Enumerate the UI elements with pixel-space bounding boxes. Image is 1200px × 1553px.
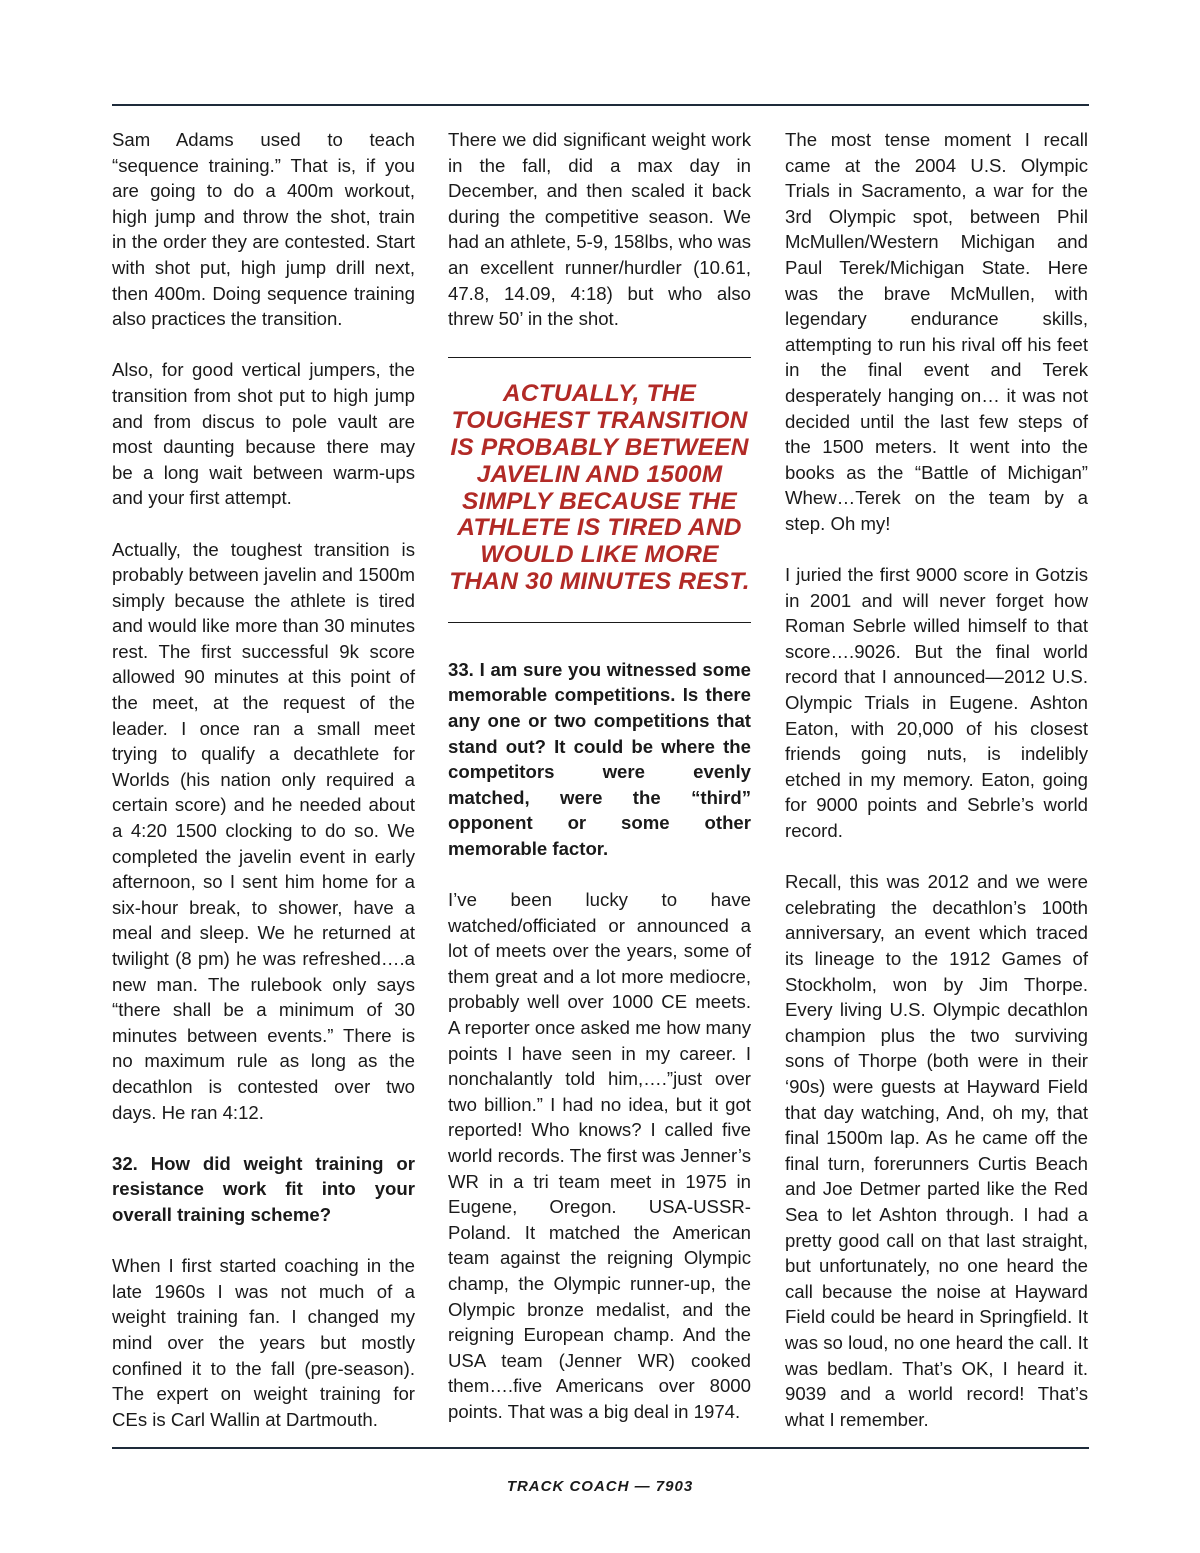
col3-paragraph-2: I juried the first 9000 score in Gotzis in 2001 and will never forget how Roman Sebrle willed himself to that score….9026. But the final world record that I announced—2012 U.S. Olympic Trials in Eugene. Ashton Eaton, with 20,000 of his closest friends going nuts, is indelibly etched in my memory. Eaton, going for 9000 points and Sebrle’s world record. [785, 564, 1088, 842]
column-1 [112, 127, 415, 1458]
page-footer: TRACK COACH — 7903 [506, 1478, 694, 1495]
col2-paragraph-1: There we did significant weight work in the fall, did a max day in December, and then scaled it back during the competitive season. We had an athlete, 5-9, 158lbs, who was an excellent runner/hurdler (10.61, 47.8, 14.09, 4:18) but who also threw 50’ in the shot. [448, 129, 751, 330]
col3-paragraph-1: The most tense moment I recall came at the 2004 U.S. Olympic Trials in Sacramento, a war for the 3rd Olympic spot, between Phil McMullen/Western Michigan and Paul Terek/Michigan State. Here was the brave McMullen, with legendary endurance skills, attempting to run his rival off his feet in the final event and Terek desperately hanging on… it was not decided until the last few steps of the 1500 meters. It went into the books as the “Battle of Michigan” Whew…Terek on the team by a step. Oh my! [785, 129, 1088, 534]
top-rule [112, 104, 1089, 106]
question-32: 32. How did weight training or resistance work fit into your overall training scheme? [112, 1152, 415, 1225]
col2-paragraph-2: I’ve been lucky to have watched/officiated or announced a lot of meets over the years, some of them great and a lot more mediocre, probably well over 1000 CE meets. A reporter once asked me how many points I have seen in my career. I nonchalantly told him,….”just over two billion.” I had no idea, but it got reported! Who knows? I called five world records. The first was Jenner’s WR in a tri team meet in 1975 in Eugene, Oregon. USA-USSR-Poland. It matched the American team against the reigning Olympic champ, the Olympic runner-up, the Olympic bronze medalist, and the reigning European champ. And the USA team (Jenner WR) cooked them….five Americans over 8000 points. That was a big deal in 1974. [448, 889, 751, 1422]
column-3 [785, 127, 1088, 1458]
question-33: 33. I am sure you witnessed some memorable competitions. Is there any one or two competitions that stand out? It could be where the competitors were evenly matched, were the “third” opponent or some other memorable factor. [448, 658, 751, 859]
col1-paragraph-2: Also, for good vertical jumpers, the transition from shot put to high jump and from discus to pole vault are most daunting because there may be a long wait between warm-ups and your first attempt. [112, 359, 415, 509]
pullquote: ACTUALLY, THE TOUGHEST TRANSITION IS PROBABLY BETWEEN JAVELIN AND 1500M SIMPLY BECAUSE THE ATHLETE IS TIRED AND WOULD LIKE MORE THAN 30 MINUTES REST. [449, 380, 750, 595]
col1-paragraph-3: Actually, the toughest transition is probably between javelin and 1500m simply because the athlete is tired and would like more than 30 minutes rest. The first successful 9k score allowed 90 minutes at this point of the meet, at the request of the leader. I once ran a small meet trying to qualify a decathlete for Worlds (his nation only required a certain score) and he needed about a 4:20 1500 clocking to do so. We completed the javelin event in early afternoon, so I sent him home for a six-hour break, to shower, have a meal and sleep. We he returned at twilight (8 pm) he was refreshed….a new man. The rulebook only says “there shall be a minimum of 30 minutes between events.” There is no maximum rule as long as the decathlon is contested over two days. He ran 4:12. [112, 538, 415, 1123]
col1-paragraph-4: When I first started coaching in the late 1960s I was not much of a weight training fan. I changed my mind over the years but mostly confined it to the fall (pre-season). The expert on weight training for CEs is Carl Wallin at Dartmouth. [112, 1255, 415, 1430]
bottom-rule [112, 1447, 1089, 1449]
col1-paragraph-1: Sam Adams used to teach “sequence training.” That is, if you are going to do a 400m workout, high jump and throw the shot, train in the order they are contested. Start with shot put, high jump drill next, then 400m. Doing sequence training also practices the transition. [112, 129, 415, 330]
pullquote-bottom-rule [448, 622, 751, 623]
pullquote-top-rule [448, 357, 751, 358]
col3-paragraph-3: Recall, this was 2012 and we were celebrating the decathlon’s 100th anniversary, an event which traced its lineage to the 1912 Games of Stockholm, won by Jim Thorpe. Every living U.S. Olympic decathlon champion plus the two surviving sons of Thorpe (both were in their ‘90s) were guests at Hayward Field that day watching, And, oh my, that final 1500m lap. As he came off the final turn, forerunners Curtis Beach and Joe Detmer parted like the Red Sea to let Ashton through. I had a pretty good call on that last straight, but unfortunately, no one heard the call because the noise at Hayward Field could be heard in Springfield. It was so loud, no one heard the call. It was bedlam. That’s OK, I heard it. 9039 and a world record! That’s what I remember. [785, 871, 1088, 1430]
column-2 [448, 127, 751, 1450]
